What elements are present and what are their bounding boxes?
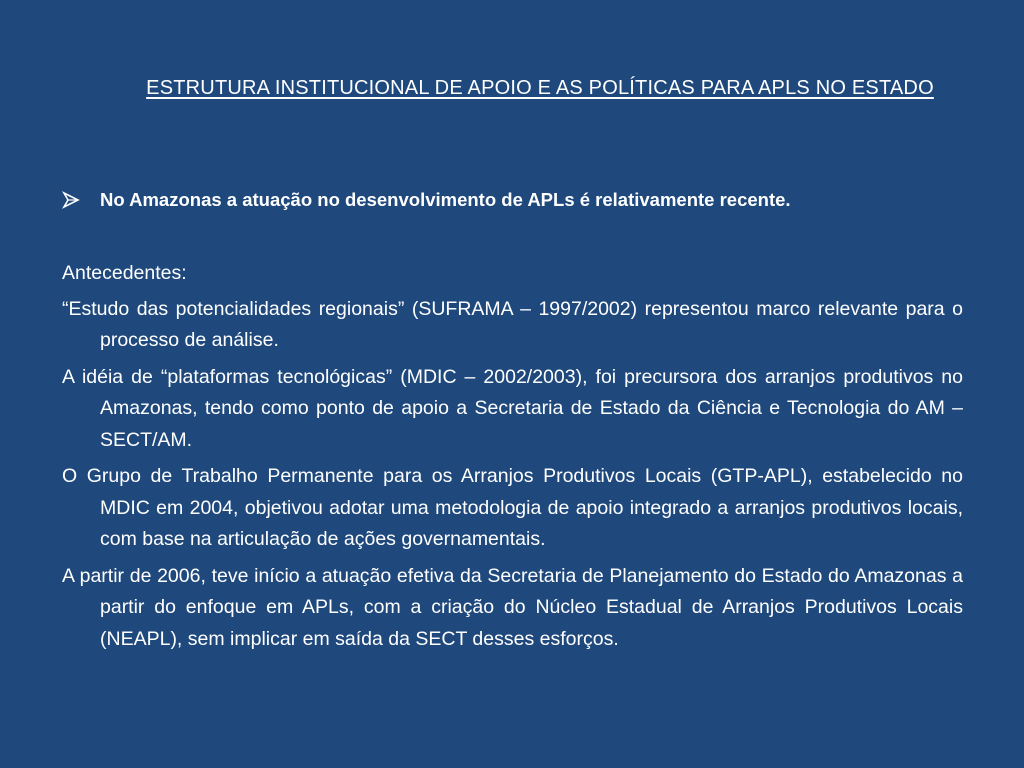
paragraph-suframa: “Estudo das potencialidades regionais” (SUFRAMA – 1997/2002) representou marco relevante para o processo de análise. <box>62 297 963 351</box>
paragraph-neapl: A partir de 2006, teve início a atuação efetiva da Secretaria de Planejamento do Estado do Amazonas a partir do enfoque em APLs, com a criação do Núcleo Estadual de Arranjos Produtivos Locais (NEAPL), sem implicar em saída da SECT desses esforços. <box>62 564 963 650</box>
arrow-bullet-icon <box>62 191 80 209</box>
paragraph-gtp-apl: O Grupo de Trabalho Permanente para os Arranjos Produtivos Locais (GTP-APL), estabelecido no MDIC em 2004, objetivou adotar uma metodologia de apoio integrado a arranjos produtivos locais, com base na articulação de ações governamentais. <box>62 465 963 550</box>
key-point-text: No Amazonas a atuação no desenvolvimento de APLs é relativamente recente. <box>100 189 791 210</box>
paragraph-mdic-platforms: A idéia de “plataformas tecnológicas” (MDIC – 2002/2003), foi precursora dos arranjos produtivos no Amazonas, tendo como ponto de apoio a Secretaria de Estado da Ciência e Tecnologia do AM – SECT/AM. <box>62 365 963 451</box>
section-heading: Antecedentes: <box>62 262 187 284</box>
key-point <box>62 186 962 214</box>
slide-body <box>62 258 963 660</box>
slide-title: ESTRUTURA INSTITUCIONAL DE APOIO E AS POLÍTICAS PARA APLS NO ESTADO <box>146 77 934 99</box>
